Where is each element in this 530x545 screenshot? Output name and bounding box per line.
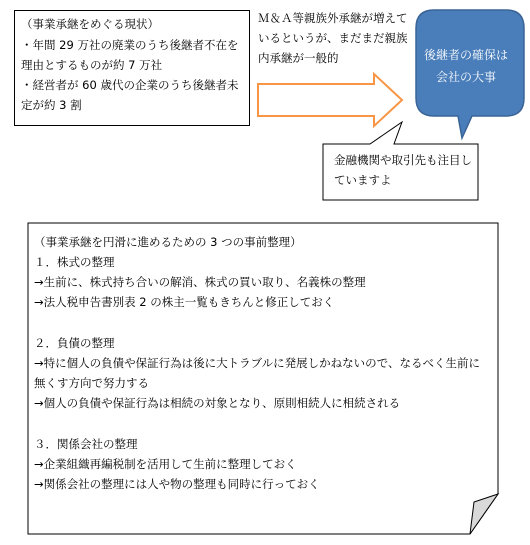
section-title: １．株式の整理 xyxy=(34,255,115,269)
section-line: →個人の負債や保証行為は相続の対象となり、原則相続人に相続される xyxy=(34,396,401,410)
plan-title: （事業承継を円滑に進めるための 3 つの事前整理） xyxy=(34,235,302,249)
callout-text: 金融機関や取引先も注目していますよ xyxy=(334,153,472,187)
bubble-text: 後継者の確保は会社の大事 xyxy=(423,48,508,84)
plan-section xyxy=(34,252,486,312)
section-title: ３．関係会社の整理 xyxy=(34,437,138,451)
section-title: ２．負債の整理 xyxy=(34,336,115,350)
section-line: →企業組織再編税制を活用して生前に整理しておく xyxy=(34,457,297,471)
section-line: →法人税申告書別表 2 の株主一覧もきちんと修正しておく xyxy=(34,295,335,309)
section-line: →生前に、株式持ち合いの解消、株式の買い取り、名義株の整理 xyxy=(34,275,366,289)
current-status-item: ・年間 29 万社の廃業のうち後継者不在を理由とするものが約 7 万社 xyxy=(21,38,239,72)
plan-section xyxy=(34,434,486,494)
plan-content xyxy=(34,232,486,494)
plan-section xyxy=(34,333,486,413)
section-line: →関係会社の整理には人や物の整理も同時に行っておく xyxy=(34,477,320,491)
current-status-item: ・経営者が 60 歳代の企業のうち後継者未定が約 3 割 xyxy=(21,78,239,112)
section-line: →特に個人の負債や保証行為は後に大トラブルに発展しかねないので、なるべく生前に無くす方向で努力する xyxy=(34,356,480,390)
side-text: Ｍ＆Ａ等親族外承継が増えているというが、まだまだ親族内承継が一般的 xyxy=(258,11,408,65)
current-status-heading: （事業承継をめぐる現状） xyxy=(21,17,159,31)
